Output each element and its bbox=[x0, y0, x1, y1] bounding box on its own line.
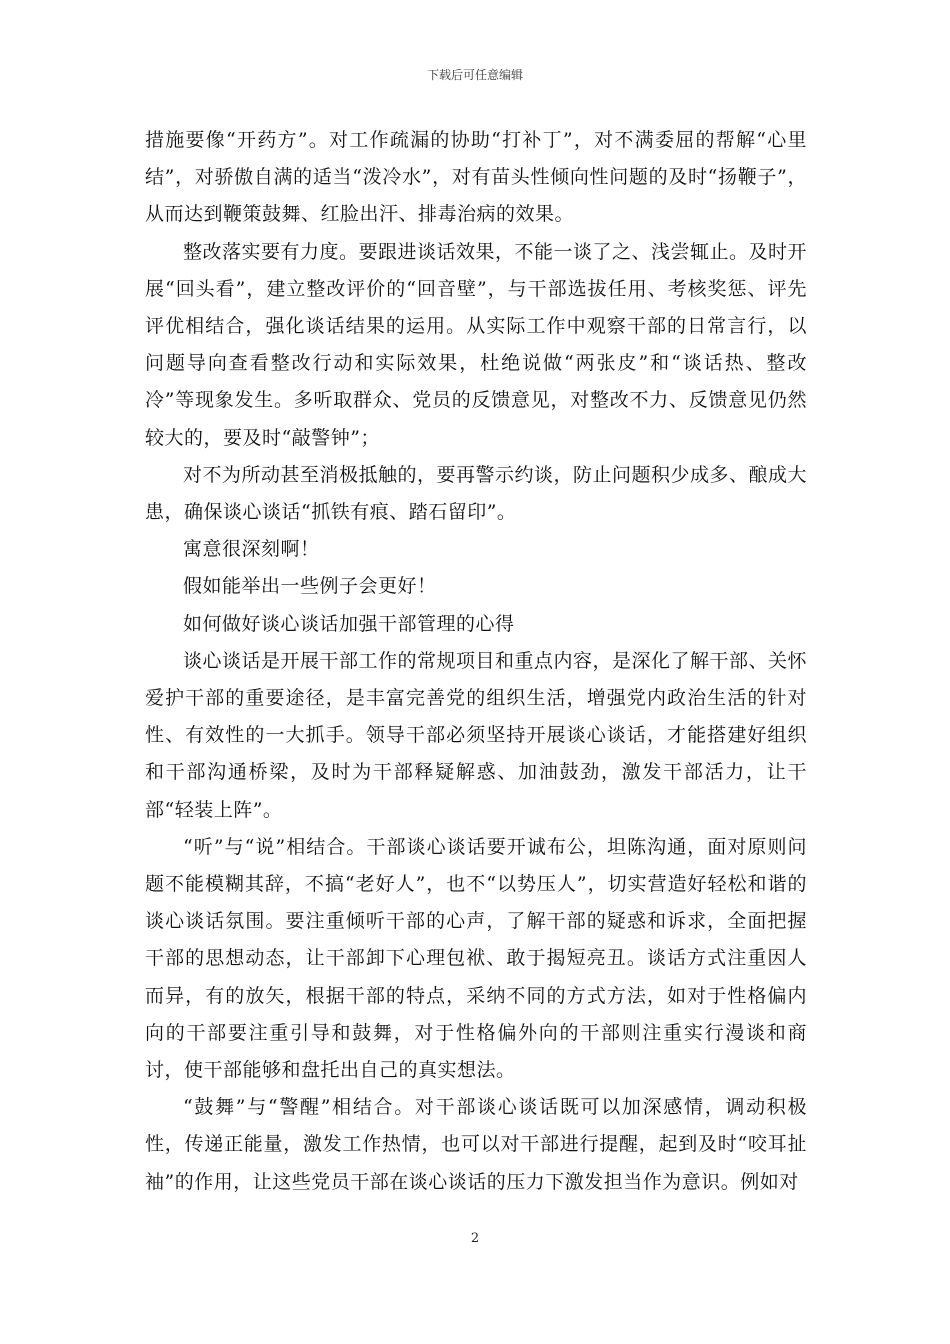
paragraph: “听”与“说”相结合。干部谈心谈话要开诚布公，坦陈沟通，面对原则问题不能模糊其辞，不搞“老好人”，也不“以势压人”，切实营造好轻松和谐的谈心谈话氛围。要注重倾听干部的心声，了解干部的疑惑和诉求，全面把握干部的思想动态，让干部卸下心理包袱、敢于揭短亮丑。谈话方式注重因人而异，有的放矢，根据干部的特点，采纳不同的方式方法，如对于性格偏内向的干部要注重引导和鼓舞，对于性格偏外向的干部则注重实行漫谈和商讨，使干部能够和盘托出自己的真实想法。 bbox=[145, 835, 807, 1082]
page-header: 下载后可任意编辑 bbox=[426, 68, 523, 82]
section-title: 如何做好谈心谈话加强干部管理的心得 bbox=[183, 612, 515, 635]
paragraph: 措施要像“开药方”。对工作疏漏的协助“打补丁”，对不满委屈的帮解“心里结”，对骄傲自满的适当“泼冷水”，对有苗头性倾向性问题的及时“扬鞭子”，从而达到鞭策鼓舞、红脸出汗、排毒治病的效果。 bbox=[145, 129, 807, 226]
document-body bbox=[145, 122, 807, 1201]
paragraph: 对不为所动甚至消极抵触的，要再警示约谈，防止问题积少成多、酿成大患，确保谈心谈话“抓铁有痕、踏石留印”。 bbox=[145, 463, 808, 524]
page-number: 2 bbox=[470, 1231, 480, 1246]
paragraph: 寓意很深刻啊！ bbox=[183, 538, 320, 561]
paragraph: 整改落实要有力度。要跟进谈话效果，不能一谈了之、浅尝辄止。及时开展“回头看”，建立整改评价的“回音壁”，与干部选拔任用、考核奖惩、评先评优相结合，强化谈话结果的运用。从实际工作中观察干部的日常言行，以问题导向查看整改行动和实际效果，杜绝说做“两张皮”和“谈话热、整改冷”等现象发生。多听取群众、党员的反馈意见，对整改不力、反馈意见仍然较大的，要及时“敲警钟”； bbox=[145, 240, 808, 449]
paragraph: 谈心谈话是开展干部工作的常规项目和重点内容，是深化了解干部、关怀爱护干部的重要途径，是丰富完善党的组织生活，增强党内政治生活的针对性、有效性的一大抓手。领导干部必须坚持开展谈心谈话，才能搭建好组织和干部沟通桥梁，及时为干部释疑解惑、加油鼓劲，激发干部活力，让干部“轻装上阵”。 bbox=[145, 649, 808, 821]
paragraph: “鼓舞”与“警醒”相结合。对干部谈心谈话既可以加深感情，调动积极性，传递正能量，激发工作热情，也可以对干部进行提醒，起到及时“咬耳扯袖”的作用，让这些党员干部在谈心谈话的压力下激发担当作为意识。例如对 bbox=[145, 1096, 807, 1193]
paragraph: 假如能举出一些例子会更好！ bbox=[183, 575, 437, 598]
